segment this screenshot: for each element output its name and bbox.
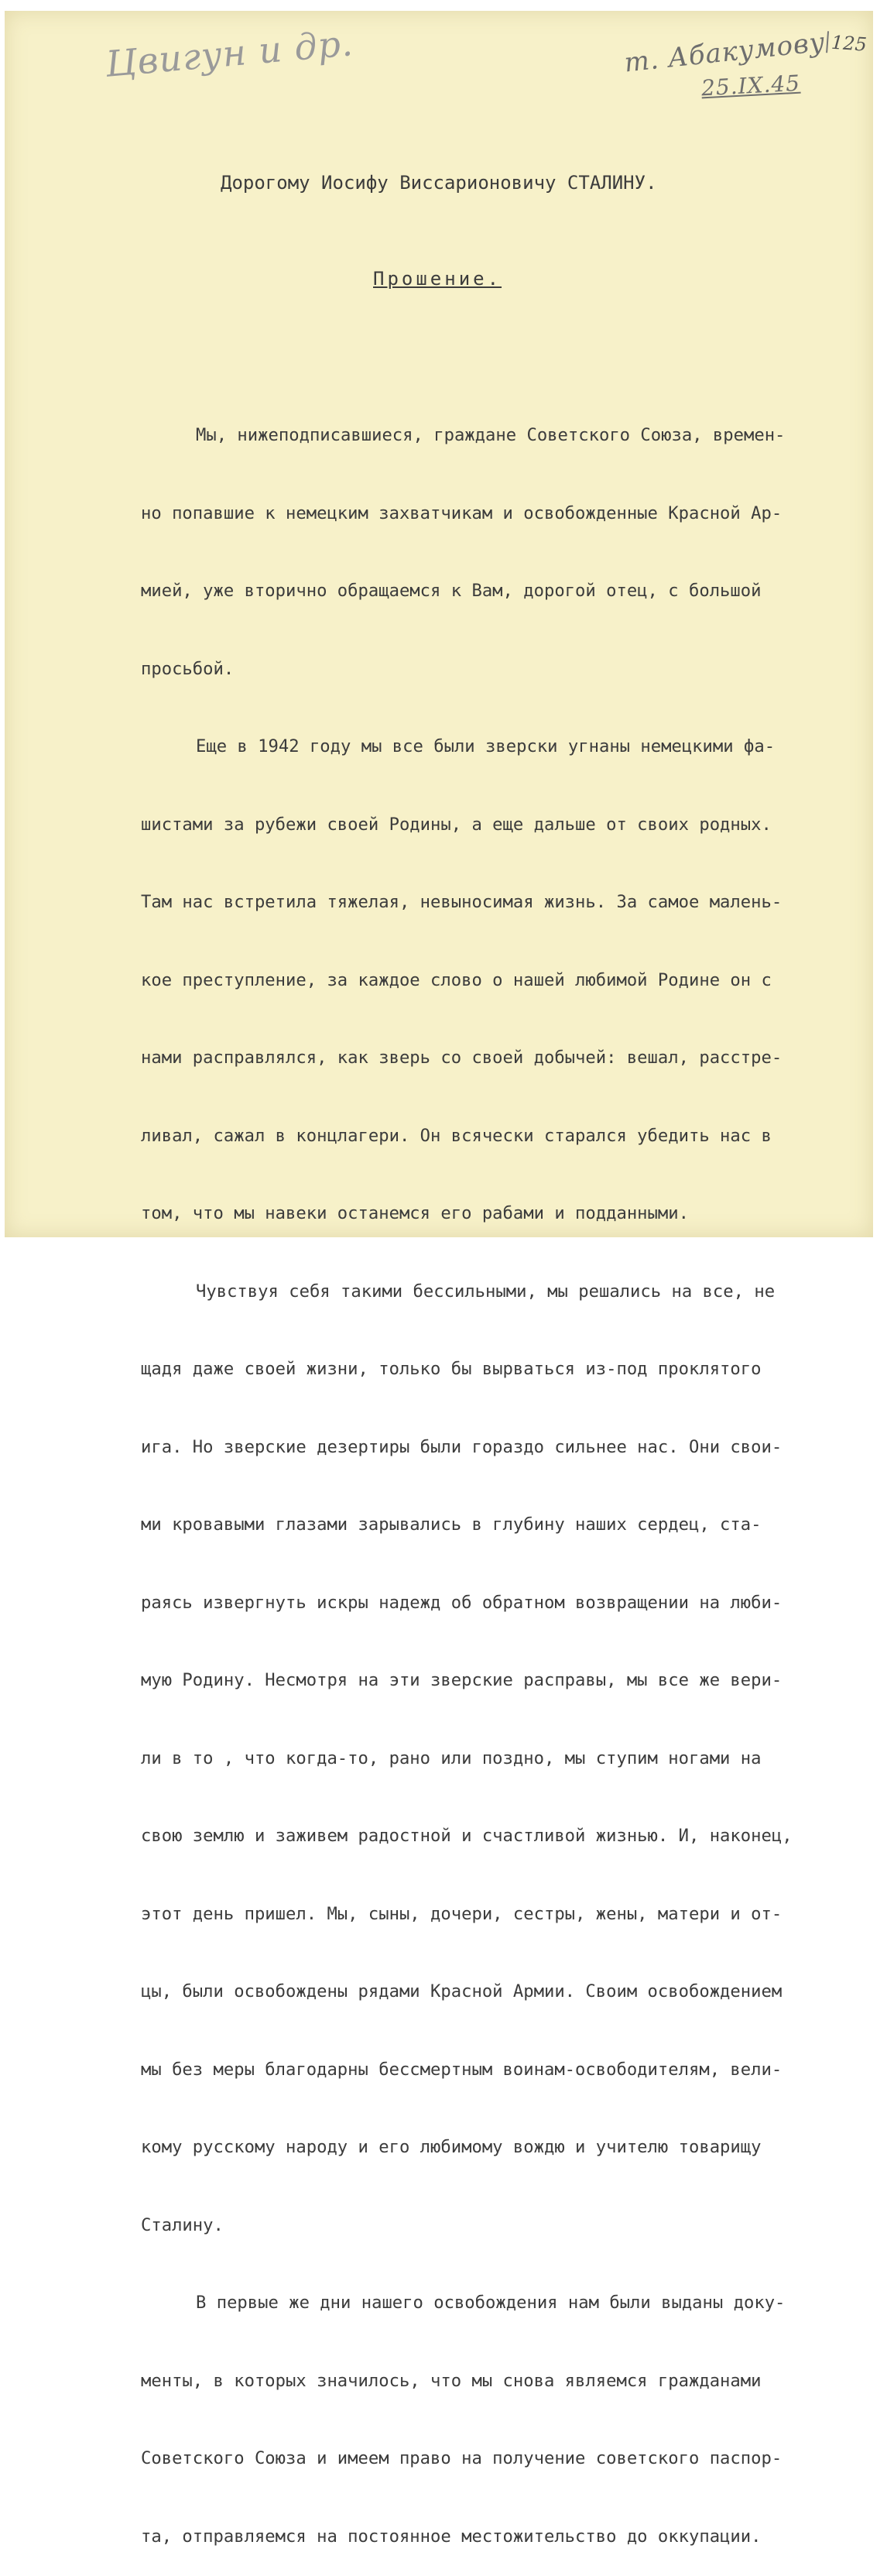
body-line: ига. Но зверские дезертиры были гораздо сильнее нас. Они свои-: [141, 1436, 783, 1457]
body-line: Там нас встретила тяжелая, невыносимая жизнь. За самое малень-: [141, 892, 783, 912]
handwritten-note-right: т. Абакумову: [622, 26, 827, 79]
body-line: мы без меры благодарны бессмертным воинам-освободителям, вели-: [141, 2059, 783, 2080]
body-line: ли в то , что когда-то, рано или поздно, мы ступим ногами на: [141, 1748, 762, 1768]
body-line: нами расправлялся, как зверь со своей добычей: вешал, расстре-: [141, 1048, 783, 1068]
body-line: просьбой.: [141, 658, 235, 679]
body-line: Мы, нижеподписавшиеся, граждане Советского Союза, времен-: [196, 425, 786, 445]
body-line: та, отправляемся на постоянное местожительство до оккупации.: [141, 2526, 762, 2547]
body-line: цы, были освобождены рядами Красной Армии. Своим освобождением: [141, 1981, 783, 2001]
body-line: Еще в 1942 году мы все были зверски угнаны немецкими фа-: [196, 736, 776, 756]
body-line: шистами за рубежи своей Родины, а еще дальше от своих родных.: [141, 814, 772, 835]
body-line: Сталину.: [141, 2214, 224, 2235]
body-line: раясь извергнуть искры надежд об обратном возвращении на люби-: [141, 1592, 783, 1613]
body-line: щадя даже своей жизни, только бы вырваться из-под проклятого: [141, 1359, 762, 1379]
body-line: менты, в которых значилось, что мы снова являемся гражданами: [141, 2370, 762, 2391]
document-title: Прошение.: [373, 268, 502, 290]
body-line: В первые же дни нашего освобождения нам были выданы доку-: [196, 2293, 786, 2313]
body-line: мую Родину. Несмотря на эти зверские расправы, мы все же вери-: [141, 1670, 783, 1690]
body-line: кому русскому народу и его любимому вождю и учителю товарищу: [141, 2137, 762, 2157]
body-line: Чувствуя себя такими бессильными, мы решались на все, не: [196, 1281, 776, 1302]
body-line: ми кровавыми глазами зарывались в глубину наших сердец, ста-: [141, 1514, 762, 1535]
handwritten-note-left: Цвигун и др.: [104, 22, 355, 85]
folio-number: 125: [826, 31, 868, 56]
handwritten-date: 25.IX.45: [700, 70, 801, 101]
body-line: но попавшие к немецким захватчикам и освобожденные Красной Ар-: [141, 503, 783, 523]
body-line: свою землю и заживем радостной и счастливой жизнью. И, наконец,: [141, 1826, 793, 1846]
document-body: [141, 371, 793, 2576]
body-line: Советского Союза и имеем право на получение советского паспор-: [141, 2448, 783, 2468]
body-line: том, что мы навеки останемся его рабами и подданными.: [141, 1203, 689, 1223]
addressee: Дорогому Иосифу Виссарионовичу СТАЛИНУ.: [221, 172, 657, 194]
body-line: кое преступление, за каждое слово о нашей любимой Родине он с: [141, 969, 772, 990]
body-line: ливал, сажал в концлагери. Он всячески старался убедить нас в: [141, 1125, 772, 1146]
body-line: мией, уже вторично обращаемся к Вам, дорогой отец, с большой: [141, 581, 762, 601]
body-line: этот день пришел. Мы, сыны, дочери, сестры, жены, матери и от-: [141, 1903, 783, 1924]
